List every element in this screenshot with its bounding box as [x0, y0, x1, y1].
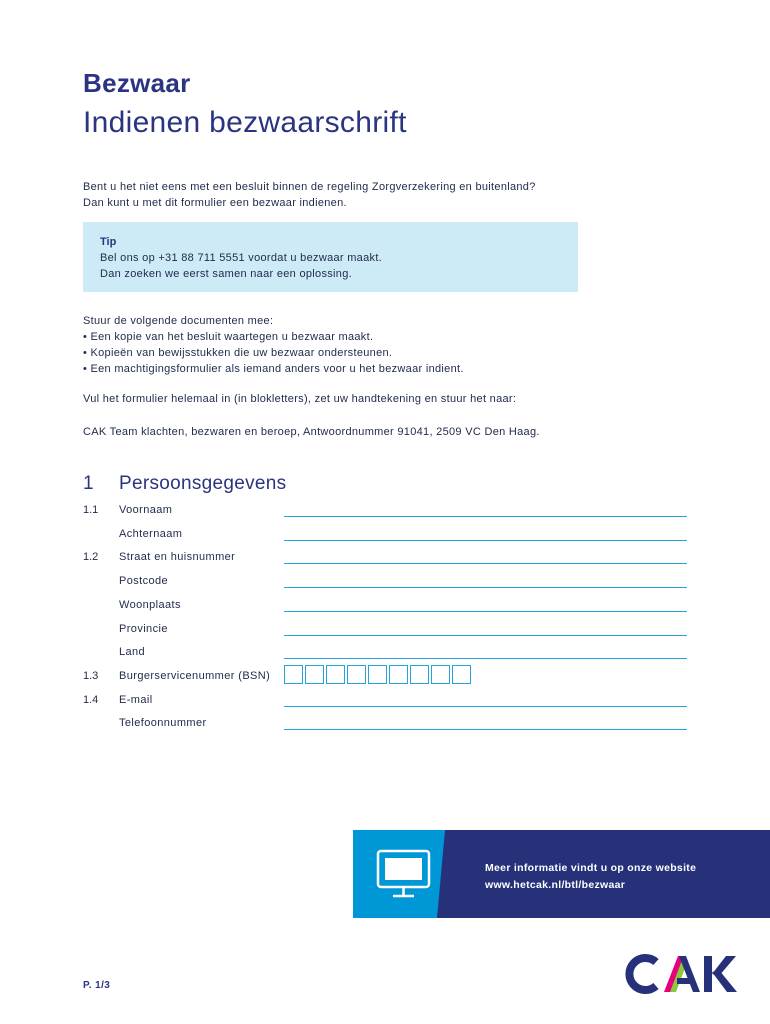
- tip-line: Dan zoeken we eerst samen naar een oplossing.: [100, 268, 352, 280]
- bsn-digit-box[interactable]: [452, 665, 471, 684]
- telefoon-input-line[interactable]: [284, 729, 687, 730]
- info-banner: [353, 830, 770, 918]
- bsn-digit-box[interactable]: [305, 665, 324, 684]
- form-row-email: [0, 694, 770, 714]
- postcode-input-line[interactable]: [284, 587, 687, 588]
- form-row-voornaam: [0, 504, 770, 524]
- instruction-line: Vul het formulier helemaal in (in blokletters), zet uw handtekening en stuur het naar:: [83, 393, 517, 405]
- bsn-digit-box[interactable]: [389, 665, 408, 684]
- form-row-provincie: [0, 623, 770, 643]
- woonplaats-input-line[interactable]: [284, 611, 687, 612]
- field-number: 1.4: [83, 694, 99, 706]
- land-input-line[interactable]: [284, 658, 687, 659]
- field-label: Straat en huisnummer: [119, 551, 236, 563]
- field-number: 1.2: [83, 551, 99, 563]
- field-label: Telefoonnummer: [119, 717, 207, 729]
- tip-box: [83, 222, 578, 292]
- bsn-digit-box[interactable]: [347, 665, 366, 684]
- bsn-digit-box[interactable]: [284, 665, 303, 684]
- field-label: Voornaam: [119, 504, 173, 516]
- email-input-line[interactable]: [284, 706, 687, 707]
- form-row-straat: [0, 551, 770, 571]
- intro-line: Bent u het niet eens met een besluit binnen de regeling Zorgverzekering en buitenland?: [83, 181, 536, 193]
- field-label: Burgerservicenummer (BSN): [119, 670, 271, 682]
- bsn-digit-box[interactable]: [368, 665, 387, 684]
- field-label: Woonplaats: [119, 599, 181, 611]
- form-row-bsn: [0, 670, 770, 690]
- provincie-input-line[interactable]: [284, 635, 687, 636]
- field-label: Provincie: [119, 623, 168, 635]
- bsn-digit-box[interactable]: [410, 665, 429, 684]
- page-subtitle: Indienen bezwaarschrift: [83, 106, 407, 139]
- form-row-achternaam: [0, 528, 770, 548]
- field-label: Land: [119, 646, 146, 658]
- info-text: [485, 860, 696, 894]
- instruction-text: [83, 391, 516, 407]
- straat-input-line[interactable]: [284, 563, 687, 564]
- documents-intro: Stuur de volgende documenten mee:: [83, 315, 274, 327]
- form-row-postcode: [0, 575, 770, 595]
- info-link[interactable]: www.hetcak.nl/btl/bezwaar: [485, 879, 626, 891]
- documents-item: • Kopieën van bewijsstukken die uw bezwaar ondersteunen.: [83, 347, 393, 359]
- intro-text: [83, 179, 536, 211]
- section-number: 1: [83, 473, 94, 494]
- field-label: Achternaam: [119, 528, 183, 540]
- info-line: Meer informatie vindt u op onze website: [485, 862, 697, 874]
- field-label: Postcode: [119, 575, 169, 587]
- bsn-boxes: [284, 665, 473, 684]
- documents-item: • Een machtigingsformulier als iemand anders voor u het bezwaar indient.: [83, 363, 464, 375]
- tip-line: Bel ons op +31 88 711 5551 voordat u bezwaar maakt.: [100, 252, 383, 264]
- achternaam-input-line[interactable]: [284, 540, 687, 541]
- documents-list: [83, 313, 464, 377]
- tip-heading: Tip: [100, 236, 117, 248]
- field-number: 1.1: [83, 504, 99, 516]
- address-line: CAK Team klachten, bezwaren en beroep, Antwoordnummer 91041, 2509 VC Den Haag.: [83, 426, 540, 438]
- page-number: P. 1/3: [83, 980, 111, 991]
- field-label: E-mail: [119, 694, 153, 706]
- form-row-land: [0, 646, 770, 666]
- bsn-digit-box[interactable]: [431, 665, 450, 684]
- form-row-woonplaats: [0, 599, 770, 619]
- voornaam-input-line[interactable]: [284, 516, 687, 517]
- intro-line: Dan kunt u met dit formulier een bezwaar indienen.: [83, 197, 347, 209]
- documents-item: • Een kopie van het besluit waartegen u bezwaar maakt.: [83, 331, 374, 343]
- section-title: Persoonsgegevens: [119, 473, 287, 494]
- cak-logo: [622, 948, 742, 1000]
- bsn-digit-box[interactable]: [326, 665, 345, 684]
- monitor-icon: [375, 848, 433, 900]
- page-title: Bezwaar: [83, 68, 191, 98]
- address-text: [83, 424, 540, 440]
- field-number: 1.3: [83, 670, 99, 682]
- form-row-telefoon: [0, 717, 770, 737]
